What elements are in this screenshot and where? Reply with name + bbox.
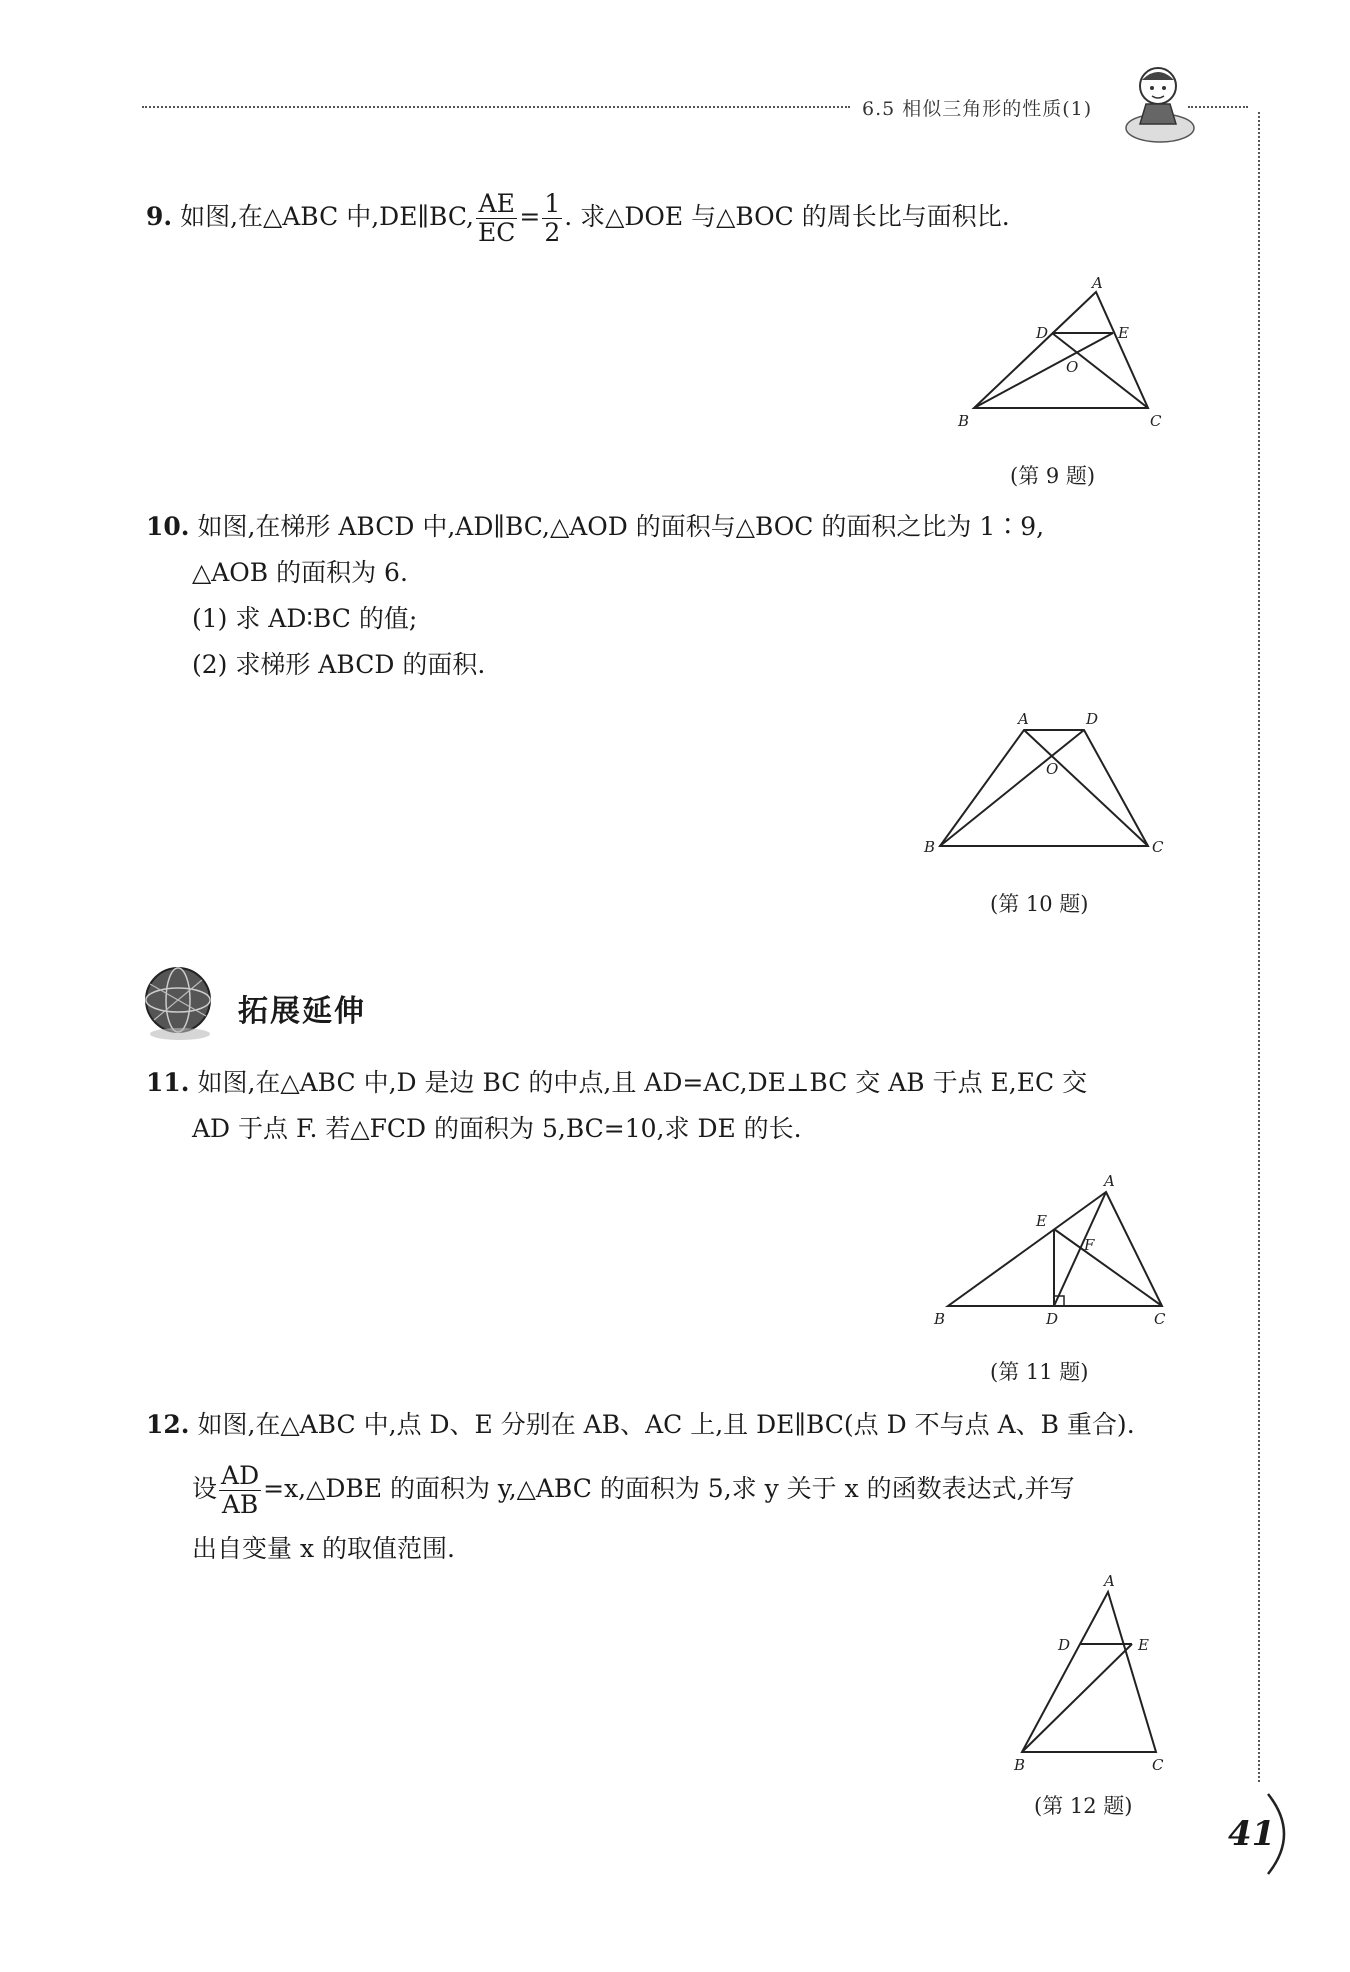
question-12-line3: 出自变量 x 的取值范围. <box>192 1534 455 1563</box>
fraction-one-half: $\frac{1}{2}$ <box>544 189 561 247</box>
fig11-label-d: D <box>1046 1310 1059 1328</box>
fraction-ad-ab: $\frac{AD}{AB}$ <box>221 1461 260 1519</box>
figure-12 <box>1004 1572 1184 1772</box>
fig11-label-f: F <box>1084 1236 1095 1254</box>
fig9-label-a: A <box>1092 274 1103 292</box>
fig11-label-b: B <box>934 1310 946 1328</box>
fig12-label-c: C <box>1152 1756 1164 1772</box>
fig11-label-c: C <box>1154 1310 1166 1328</box>
fig10-label-d: D <box>1086 710 1099 728</box>
fig12-label-d: D <box>1058 1636 1071 1654</box>
header-dotted-rule <box>142 106 850 108</box>
fig12-label-e: E <box>1138 1636 1149 1654</box>
question-12-line2: 设 $\frac{AD}{AB}$ =x,△DBE 的面积为 y,△ABC 的面积为 5,求 y 关于 x 的函数表达式,并写 <box>192 1461 1075 1519</box>
fig9-label-o: O <box>1066 358 1079 376</box>
fig10-label-a: A <box>1018 710 1029 728</box>
figure-11 <box>928 1170 1178 1330</box>
fig9-label-e: E <box>1118 324 1129 342</box>
question-9: 9. 如图,在△ABC 中,DE∥BC, $\frac{AE}{EC}$ = $\frac{1}{2}$ . 求△DOE 与△BOC 的周长比与面积比. <box>146 189 1010 247</box>
fig10-label-c: C <box>1152 838 1164 856</box>
fig12-label-a: A <box>1104 1572 1115 1590</box>
header-dotted-rule-right <box>1188 106 1248 108</box>
fig9-label-b: B <box>958 412 970 430</box>
fig10-label-b: B <box>924 838 936 856</box>
fig10-label-o: O <box>1046 760 1059 778</box>
globe-icon <box>140 962 220 1042</box>
question-11-line1: 11. 如图,在△ABC 中,D 是边 BC 的中点,且 AD=AC,DE⊥BC 交 AB 于点 E,EC 交 <box>146 1068 1088 1097</box>
cartoon-mascot-icon <box>1122 58 1198 148</box>
fraction-ae-ec: $\frac{AE}{EC}$ <box>478 189 516 247</box>
question-10-line2: △AOB 的面积为 6. <box>192 558 408 587</box>
question-10-part1: (1) 求 AD∶BC 的值; <box>192 604 418 633</box>
question-12-line1: 12. 如图,在△ABC 中,点 D、E 分别在 AB、AC 上,且 DE∥BC(点 D 不与点 A、B 重合). <box>146 1410 1135 1439</box>
caption-11: (第 11 题) <box>990 1360 1089 1384</box>
section-title: 拓展延伸 <box>238 994 366 1029</box>
caption-12: (第 12 题) <box>1034 1794 1133 1818</box>
fig9-label-c: C <box>1150 412 1162 430</box>
header-section-title: 6.5 相似三角形的性质(1) <box>862 98 1093 120</box>
question-10-part2: (2) 求梯形 ABCD 的面积. <box>192 650 486 679</box>
fig11-label-a: A <box>1104 1172 1115 1190</box>
caption-10: (第 10 题) <box>990 892 1089 916</box>
figure-10 <box>918 710 1178 860</box>
fig11-label-e: E <box>1036 1212 1047 1230</box>
page-number: 41 <box>1228 1814 1276 1854</box>
figure-9 <box>950 272 1180 438</box>
fig9-label-d: D <box>1036 324 1049 342</box>
question-11-line2: AD 于点 F. 若△FCD 的面积为 5,BC=10,求 DE 的长. <box>192 1114 802 1143</box>
fig12-label-b: B <box>1014 1756 1026 1772</box>
question-10-line1: 10. 如图,在梯形 ABCD 中,AD∥BC,△AOD 的面积与△BOC 的面积之比为 1∶9, <box>146 512 1045 541</box>
caption-9: (第 9 题) <box>1010 464 1096 488</box>
margin-dotted-rule <box>1258 112 1260 1782</box>
